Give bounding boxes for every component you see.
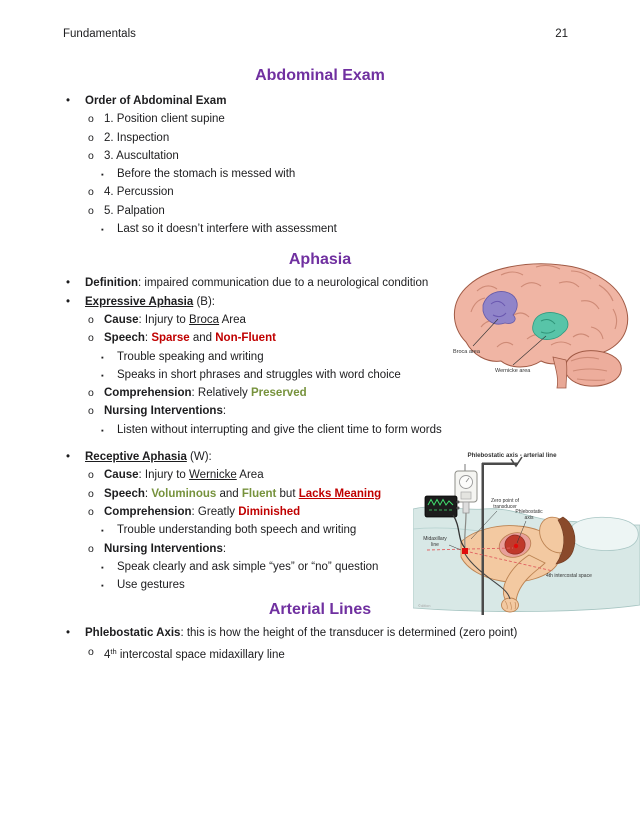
text-segment: Phlebostatic Axis xyxy=(85,627,181,640)
list-item xyxy=(63,202,577,220)
bullet-marker: o xyxy=(88,469,94,482)
bullet-marker: ▪ xyxy=(101,370,104,380)
bullet-marker: o xyxy=(88,186,94,199)
broca-area-region xyxy=(483,292,517,325)
list-item xyxy=(63,92,577,110)
section-title-abdominal-exam: Abdominal Exam xyxy=(255,67,385,84)
text-segment: : xyxy=(222,405,227,418)
text-segment: Listen without interrupting and give the client time to form words xyxy=(117,423,442,436)
broca-area-label: Broca area xyxy=(453,349,480,355)
text-segment: Cause xyxy=(104,469,139,482)
text-segment: Comprehension xyxy=(104,505,192,518)
text-segment: : xyxy=(144,487,152,500)
text-segment: Speech xyxy=(104,332,145,345)
text-segment: : this is how the height of the transducer is determined (zero point) xyxy=(180,627,518,640)
text-segment: Diminished xyxy=(238,505,301,518)
diagram-title: Phlebostatic axis - arterial line xyxy=(467,452,557,459)
text-segment: Receptive Aphasia xyxy=(85,451,187,464)
page-number: 21 xyxy=(555,28,568,40)
bullet-marker: • xyxy=(66,277,71,290)
bedside-monitor xyxy=(425,496,460,517)
list-item xyxy=(63,421,577,439)
text-segment: 1. Position client supine xyxy=(104,113,225,126)
text-segment: Area xyxy=(219,313,246,326)
text-segment: th xyxy=(110,646,117,656)
bullet-marker: o xyxy=(88,542,94,555)
text-segment: : xyxy=(144,332,152,345)
bullet-marker: o xyxy=(88,131,94,144)
bullet-marker: ▪ xyxy=(101,352,104,362)
text-segment: Sparse xyxy=(151,332,190,345)
header-title: Fundamentals xyxy=(63,28,136,40)
midaxillary-label-line2: line xyxy=(431,542,439,548)
bullet-marker: o xyxy=(88,645,94,658)
bullet-marker: • xyxy=(66,451,71,464)
bullet-marker: o xyxy=(88,149,94,162)
section-title-aphasia: Aphasia xyxy=(288,251,352,269)
bullet-marker: ▪ xyxy=(101,581,104,591)
list-item xyxy=(63,129,577,147)
text-segment: Expressive Aphasia xyxy=(85,295,194,308)
text-segment: 2. Inspection xyxy=(104,131,170,144)
list-item xyxy=(63,147,577,165)
text-segment: : Relatively xyxy=(191,387,251,400)
text-segment: Order of Abdominal Exam xyxy=(85,95,227,107)
text-segment: Last so it doesn’t interfere with assessment xyxy=(117,223,337,236)
text-segment: : Injury to xyxy=(138,313,190,326)
section-abdominal-exam-list xyxy=(63,92,577,238)
text-segment: Cause xyxy=(104,313,139,326)
bullet-marker: o xyxy=(88,204,94,217)
bullet-marker: o xyxy=(88,405,94,418)
text-segment: Area xyxy=(236,469,264,482)
text-segment: Speak clearly and ask simple “yes” or “no” question xyxy=(117,560,379,573)
zero-point-marker xyxy=(462,548,468,554)
phlebostatic-axis-label-line2: axis xyxy=(524,515,534,521)
bullet-marker: o xyxy=(88,113,94,126)
text-segment: intercostal space midaxillary line xyxy=(116,648,285,661)
bullet-marker: o xyxy=(88,487,94,500)
text-segment: Wernicke xyxy=(189,469,237,482)
intercostal-label: 4th intercostal space xyxy=(546,573,592,579)
text-segment: Definition xyxy=(85,277,139,290)
zero-point-label-line2: transducer xyxy=(493,504,517,510)
brain-diagram xyxy=(441,257,640,395)
text-segment: : Greatly xyxy=(191,505,239,518)
bullet-marker: ▪ xyxy=(101,562,104,572)
bullet-marker: • xyxy=(66,295,71,308)
pillow xyxy=(570,517,638,550)
zero-point-label-line1: Zero point of xyxy=(490,498,520,504)
text-segment: Speech xyxy=(104,487,145,500)
section-arterial-lines-list xyxy=(63,624,577,664)
text-segment: and xyxy=(216,487,242,500)
list-item xyxy=(63,110,577,128)
phlebostatic-axis-marker xyxy=(514,544,518,548)
document-header xyxy=(63,27,568,41)
phlebostatic-axis-label-line1: Phlebostatic xyxy=(515,509,543,515)
list-item xyxy=(63,220,577,238)
text-segment: Speaks in short phrases and struggles with word choice xyxy=(117,368,401,381)
text-segment: 3. Auscultation xyxy=(104,149,179,162)
text-segment: 4. Percussion xyxy=(104,186,174,199)
text-segment: Lacks Meaning xyxy=(298,487,382,500)
text-segment: : impaired communication due to a neurological condition xyxy=(138,277,429,290)
text-segment: (W): xyxy=(186,451,212,464)
section-title-arterial-lines: Arterial Lines xyxy=(268,601,372,619)
list-item xyxy=(63,402,577,420)
figure-credit: ©dition xyxy=(418,603,431,608)
text-segment: but xyxy=(276,487,299,500)
text-segment: 5. Palpation xyxy=(104,204,165,217)
wernicke-area-label: Wernicke area xyxy=(495,368,531,374)
text-segment: Before the stomach is messed with xyxy=(117,168,296,181)
text-segment: : xyxy=(222,542,227,555)
list-item xyxy=(63,183,577,201)
bullet-marker: ▪ xyxy=(101,526,104,536)
bullet-marker: • xyxy=(66,95,71,107)
text-segment: and xyxy=(189,332,216,345)
text-segment: (B): xyxy=(193,295,215,308)
text-segment: Nursing Interventions xyxy=(104,405,223,418)
text-segment: : Injury to xyxy=(138,469,190,482)
hand xyxy=(502,598,519,612)
bullet-marker: o xyxy=(88,332,94,345)
list-item xyxy=(63,624,577,642)
bullet-marker: o xyxy=(88,313,94,326)
list-item xyxy=(63,165,577,183)
text-segment: Non-Fluent xyxy=(215,332,276,345)
bullet-marker: o xyxy=(88,505,94,518)
bullet-marker: ▪ xyxy=(101,170,104,180)
text-segment: Preserved xyxy=(250,387,307,400)
midaxillary-label-line1: Midaxillary xyxy=(423,536,447,542)
text-segment: Use gestures xyxy=(117,579,185,592)
text-segment: Fluent xyxy=(241,487,277,500)
text-segment: Voluminous xyxy=(151,487,217,500)
bullet-marker: ▪ xyxy=(101,425,104,435)
text-segment: Nursing Interventions xyxy=(104,542,223,555)
list-item xyxy=(63,643,577,664)
text-segment: Broca xyxy=(189,313,220,326)
text-segment: 4 xyxy=(104,648,111,661)
bullet-marker: • xyxy=(66,627,71,640)
text-segment: Comprehension xyxy=(104,387,192,400)
bullet-marker: o xyxy=(88,387,94,400)
bullet-marker: ▪ xyxy=(101,225,104,235)
text-segment: Trouble understanding both speech and writing xyxy=(117,524,357,537)
phlebostatic-axis-diagram xyxy=(413,447,640,618)
text-segment: Trouble speaking and writing xyxy=(117,350,264,363)
